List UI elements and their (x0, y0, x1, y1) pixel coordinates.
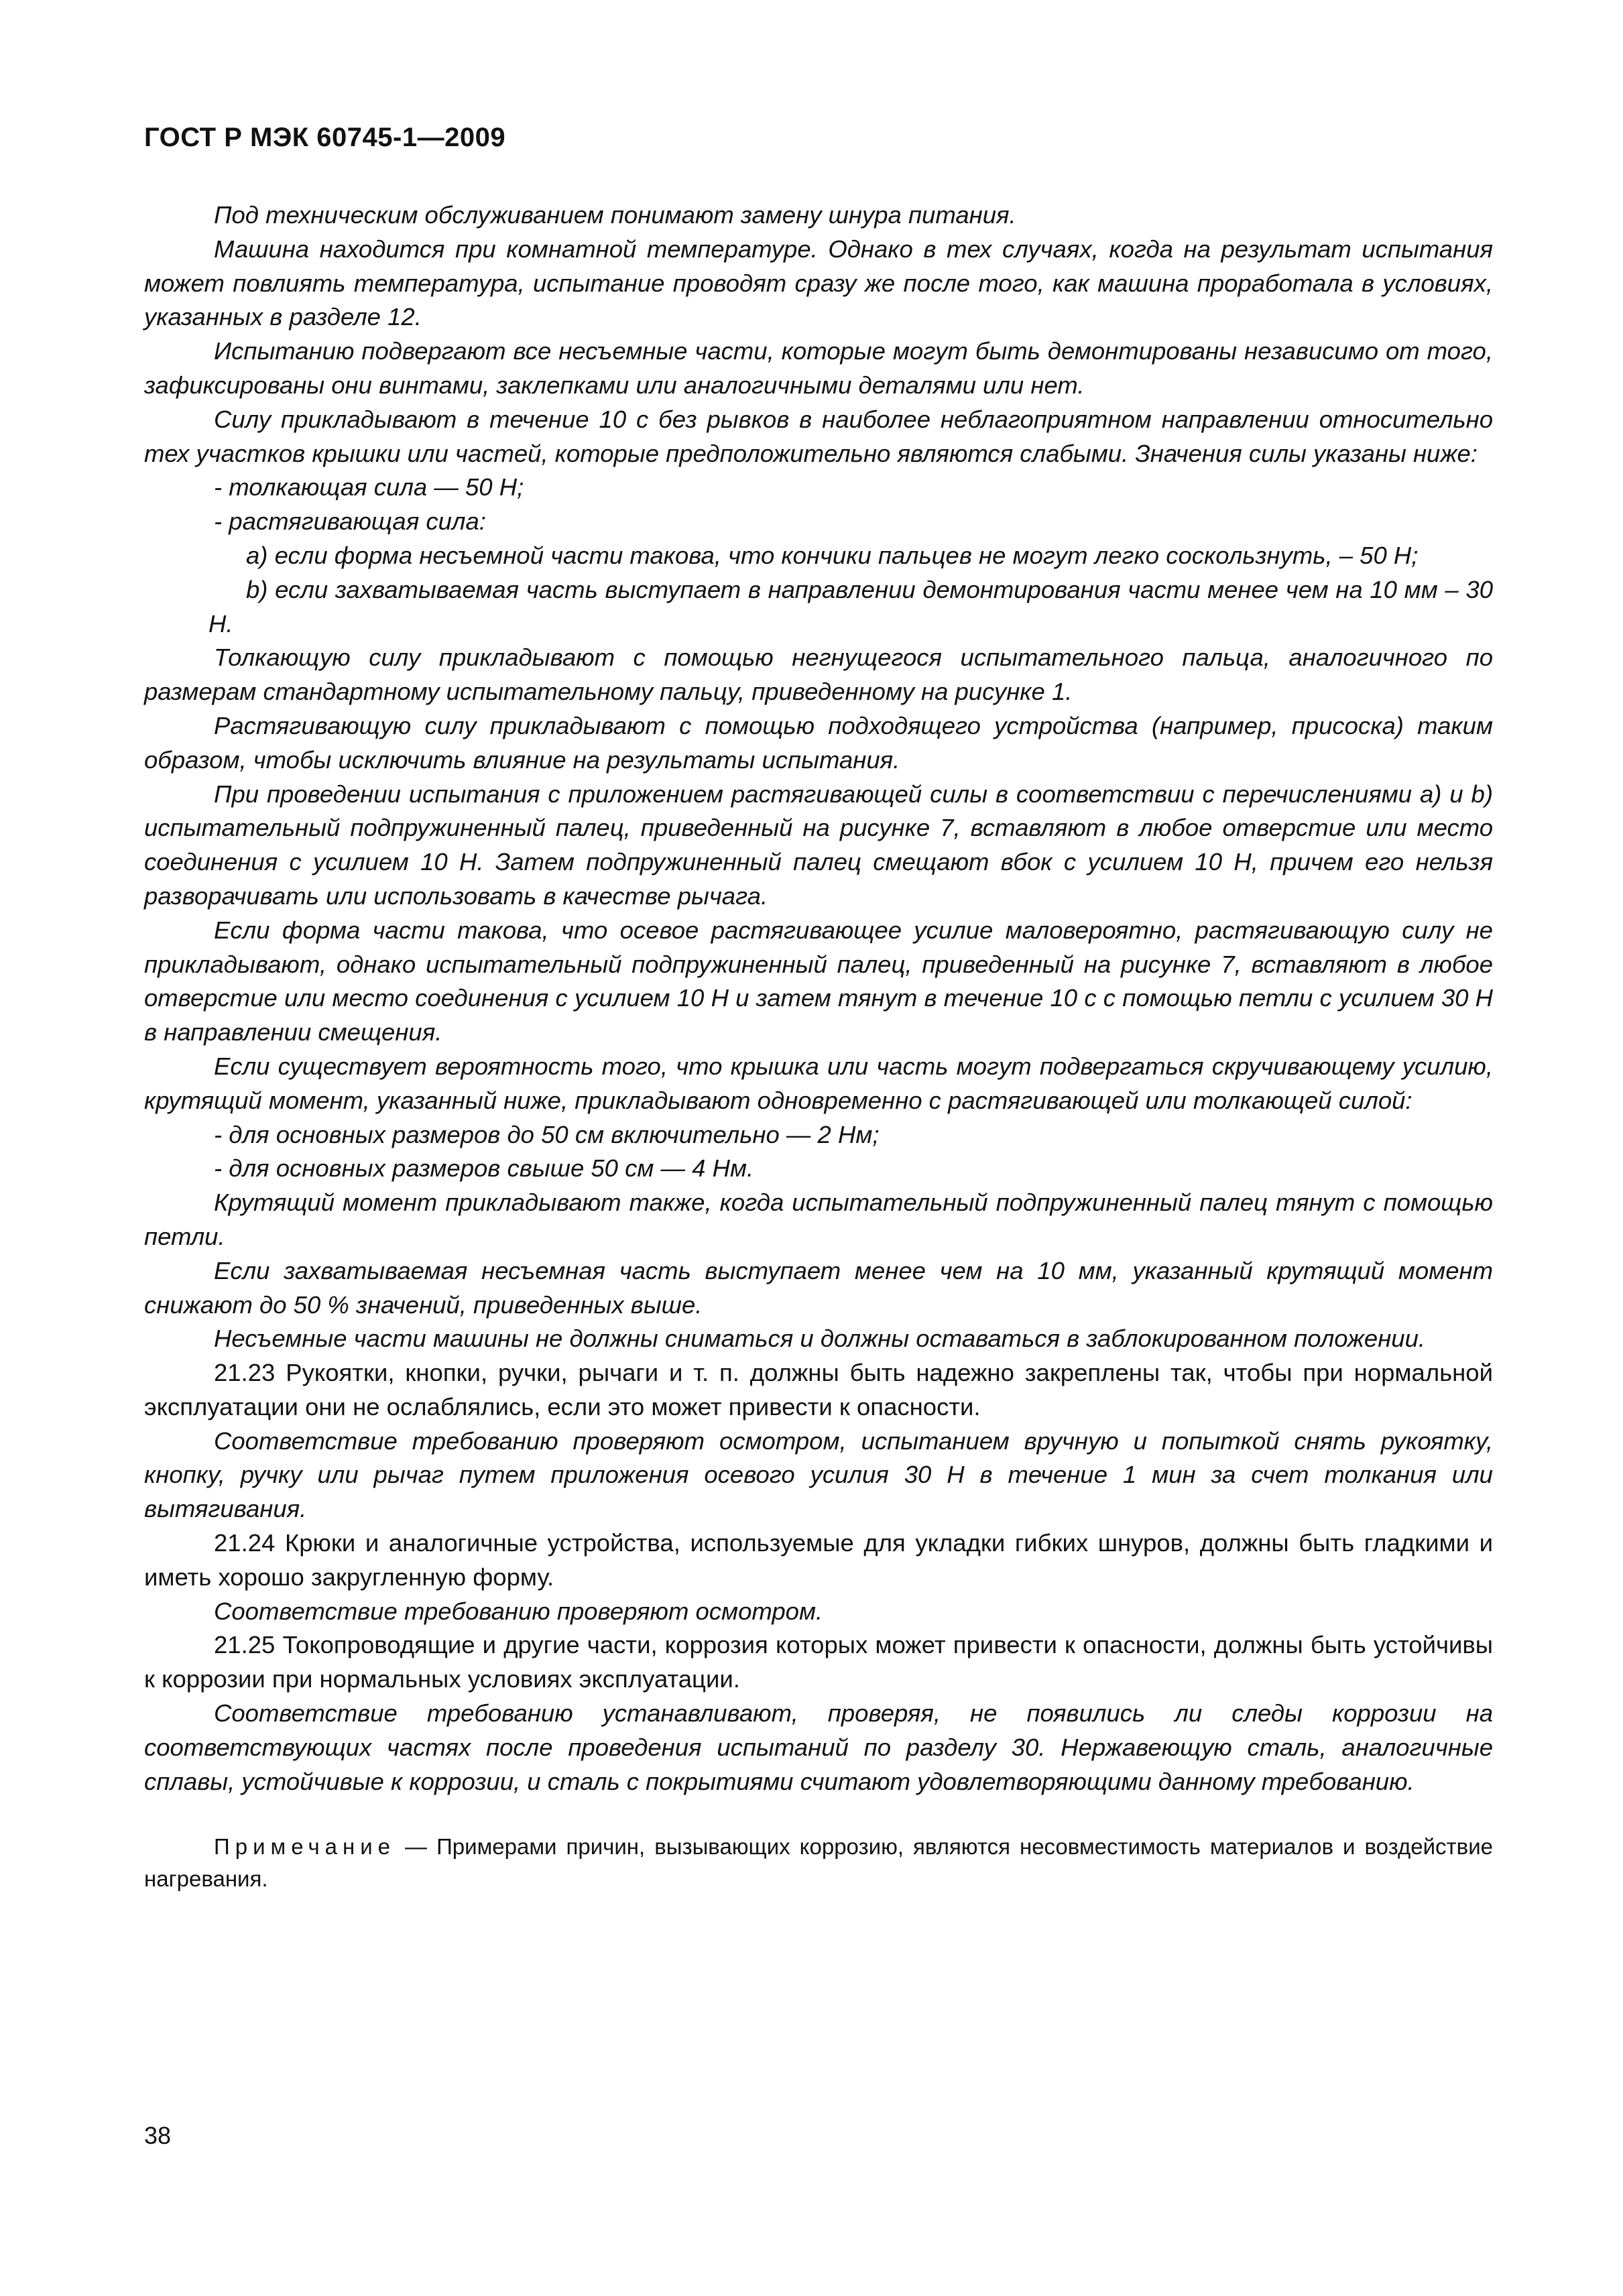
paragraph: а) если форма несъемной части такова, что кончики пальцев не могут легко соскользнуть, – 50 Н; (246, 541, 1419, 569)
note-text: — Примерами причин, вызывающих коррозию, являются несовместимость материалов и воздействие нагревания. (144, 1834, 1493, 1892)
paragraph: Если существует вероятность того, что крышка или часть могут подвергаться скручивающему усилию, крутящий момент, указанный ниже, прикладывают одновременно с растягивающей или толкающей силой: (144, 1052, 1493, 1114)
paragraph: - для основных размеров до 50 см включительно — 2 Нм; (214, 1120, 880, 1148)
note-label: Примечание (214, 1834, 396, 1860)
paragraph: Соответствие требованию устанавливают, проверяя, не появились ли следы коррозии на соответствующих частях после проведения испытаний по разделу 30. Нержавеющую сталь, аналогичные сплавы, устойчивые к коррозии, и сталь с покрытиями считают удовлетворяющими данному требованию. (144, 1699, 1493, 1795)
paragraph: Толкающую силу прикладывают с помощью негнущегося испытательного пальца, аналогичного по размерам стандартному испытательному пальцу, приведенному на рисунке 1. (144, 644, 1493, 706)
page-number: 38 (144, 2122, 172, 2149)
paragraph: - толкающая сила — 50 Н; (214, 473, 524, 501)
paragraph: Силу прикладывают в течение 10 с без рывков в наиболее неблагоприятном направлении относительно тех участков крышки или частей, которые предположительно являются слабыми. Значения силы указаны ниже: (144, 405, 1493, 467)
paragraph: При проведении испытания с приложением растягивающей силы в соответствии с перечислениями а) и b) испытательный подпружиненный палец, приведенный на рисунке 7, вставляют в любое отверстие или место соединения с усилием 10 Н. Затем подпружиненный палец смещают вбок с усилием 10 Н, причем его нельзя разворачивать или использовать в качестве рычага. (144, 780, 1493, 910)
paragraph: 21.24 Крюки и аналогичные устройства, используемые для укладки гибких шнуров, должны быть гладкими и иметь хорошо закругленную форму. (144, 1529, 1493, 1591)
paragraph: 21.25 Токопроводящие и другие части, коррозия которых может привести к опасности, должны быть устойчивы к коррозии при нормальных условиях эксплуатации. (144, 1631, 1493, 1693)
paragraph: Несъемные части машины не должны сниматься и должны оставаться в заблокированном положении. (214, 1325, 1426, 1353)
paragraph: Если захватываемая несъемная часть выступает менее чем на 10 мм, указанный крутящий момент снижают до 50 % значений, приведенных выше. (144, 1256, 1493, 1319)
paragraph: Растягивающую силу прикладывают с помощью подходящего устройства (например, присоска) таким образом, чтобы исключить влияние на результаты испытания. (144, 711, 1493, 774)
paragraph: Соответствие требованию проверяют осмотром, испытанием вручную и попыткой снять рукоятку, кнопку, ручку или рычаг путем приложения осевого усилия 30 Н в течение 1 мин за счет толкания или вытягивания. (144, 1427, 1493, 1523)
document-header: ГОСТ Р МЭК 60745-1—2009 (144, 123, 506, 152)
paragraph: - растягивающая сила: (214, 507, 486, 536)
paragraph: b) если захватываемая часть выступает в направлении демонтирования части менее чем на 10 мм – 30 Н. (208, 575, 1493, 638)
paragraph: Если форма части такова, что осевое растягивающее усилие маловероятно, растягивающую силу не прикладывают, однако испытательный подпружиненный палец, приведенный на рисунке 7, вставляют в любое отверстие или место соединения с усилием 10 Н и затем тянут в течение 10 с с помощью петли с усилием 30 Н в направлении смещения. (144, 916, 1493, 1046)
paragraph: 21.23 Рукоятки, кнопки, ручки, рычаги и т. п. должны быть надежно закреплены так, чтобы при нормальной эксплуатации они не ослаблялись, если это может привести к опасности. (144, 1359, 1493, 1421)
paragraph: Машина находится при комнатной температуре. Однако в тех случаях, когда на результат испытания может повлиять температура, испытание проводят сразу же после того, как машина проработала в условиях, указанных в разделе 12. (144, 235, 1493, 331)
document-body (144, 198, 1493, 1895)
paragraph: Под техническим обслуживанием понимают замену шнура питания. (214, 201, 1016, 229)
note (144, 1831, 1493, 1895)
paragraph: Соответствие требованию проверяют осмотром. (214, 1597, 823, 1625)
paragraph: Испытанию подвергают все несъемные части, которые могут быть демонтированы независимо от того, зафиксированы они винтами, заклепками или аналогичными деталями или нет. (144, 337, 1493, 399)
paragraph: Крутящий момент прикладывают также, когда испытательный подпружиненный палец тянут с помощью петли. (144, 1189, 1493, 1250)
paragraph: - для основных размеров свыше 50 см — 4 Нм. (214, 1154, 754, 1183)
